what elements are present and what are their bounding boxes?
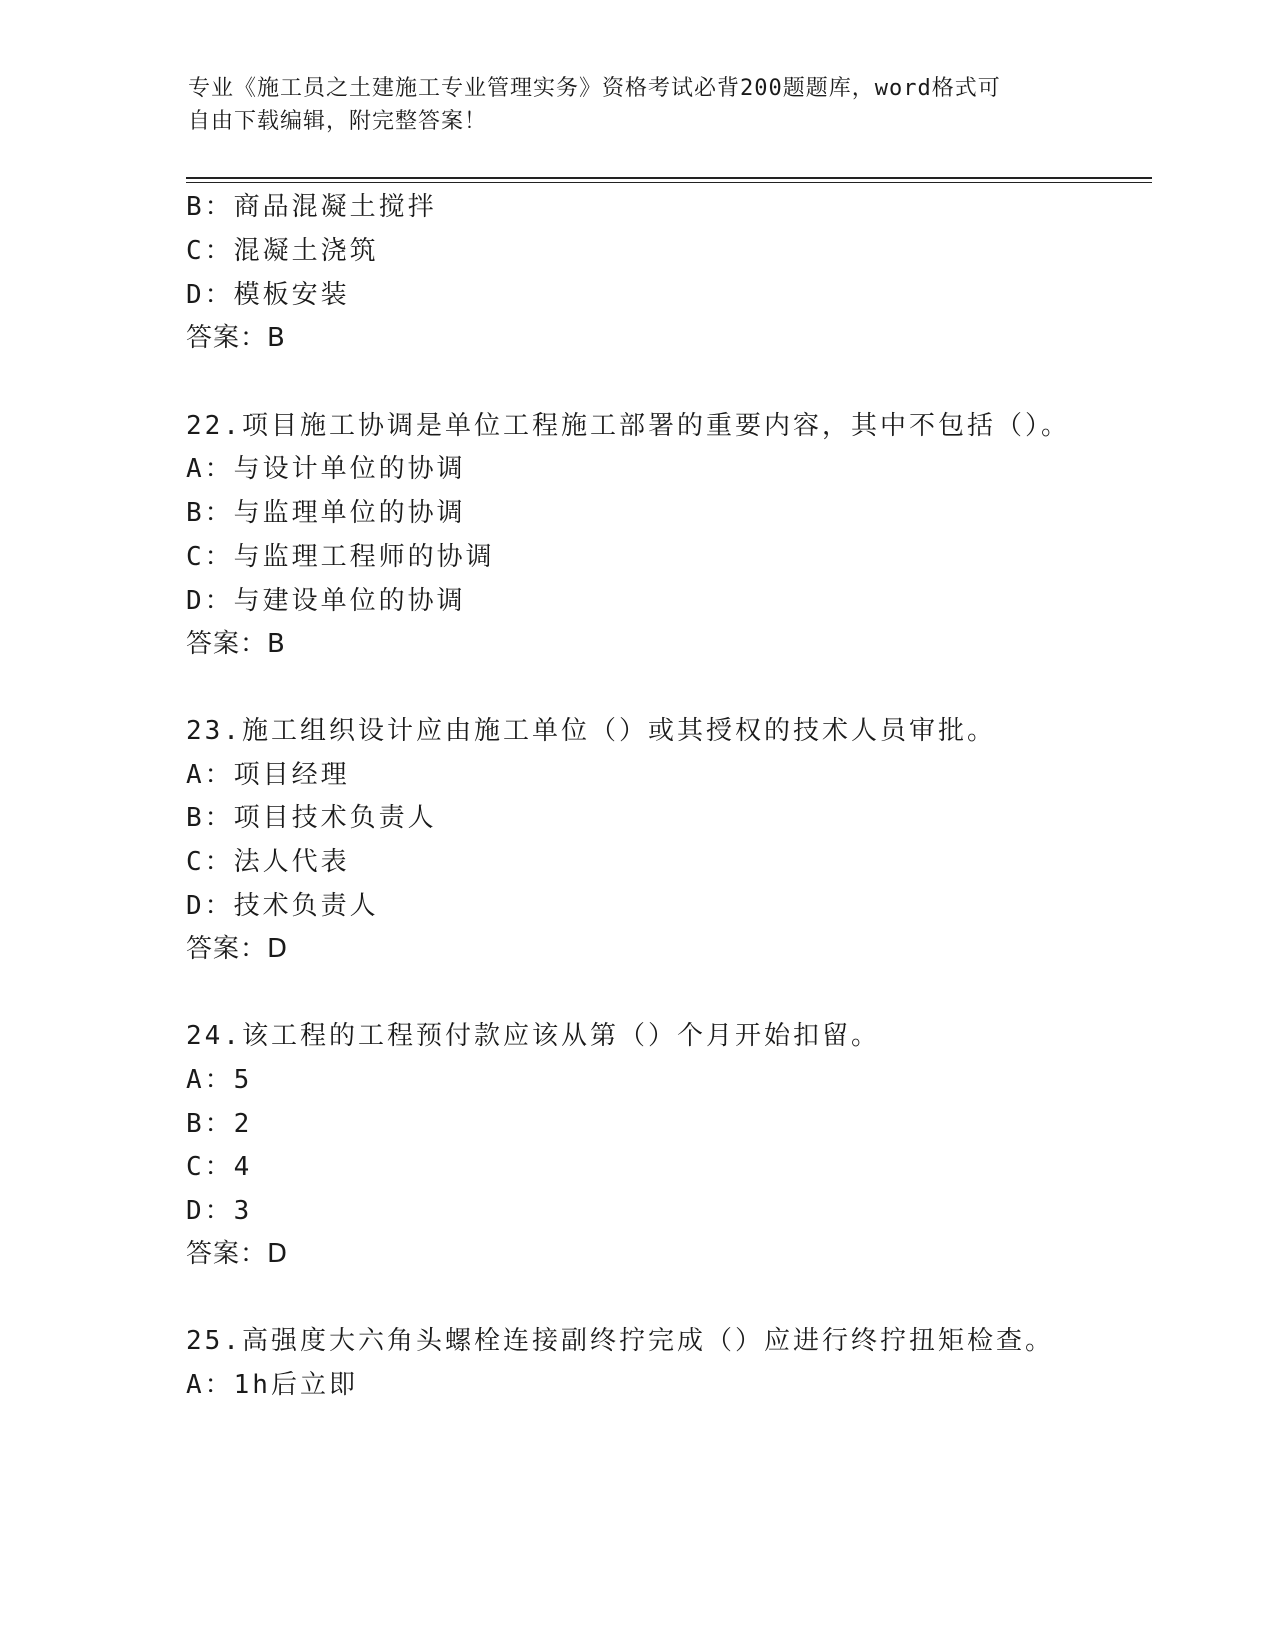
q23-option-b: B：项目技术负责人 (186, 803, 437, 833)
document-header (188, 72, 1088, 138)
q22-answer: 答案：B (186, 629, 286, 659)
q24-option-a: A：5 (186, 1065, 253, 1095)
header-divider-thick (186, 177, 1152, 179)
q23-answer: 答案：D (186, 934, 289, 964)
q24-option-b: B：2 (186, 1109, 253, 1139)
q21-answer: 答案：B (186, 323, 286, 353)
q24-option-d: D：3 (186, 1196, 253, 1226)
q25-option-a: A：1h后立即 (186, 1370, 358, 1400)
q23-stem: 23.施工组织设计应由施工单位（）或其授权的技术人员审批。 (186, 716, 996, 746)
q24-stem: 24.该工程的工程预付款应该从第（）个月开始扣留。 (186, 1021, 880, 1051)
q22-stem: 22.项目施工协调是单位工程施工部署的重要内容，其中不包括（）。 (186, 411, 1070, 441)
q25-stem: 25.高强度大六角头螺栓连接副终拧完成（）应进行终拧扭矩检查。 (186, 1326, 1054, 1356)
q24-option-c: C：4 (186, 1152, 253, 1182)
q22-option-b: B：与监理单位的协调 (186, 498, 466, 528)
q21-option-b: B：商品混凝土搅拌 (186, 192, 437, 222)
q22-option-c: C：与监理工程师的协调 (186, 542, 495, 572)
q22-option-a: A：与设计单位的协调 (186, 454, 466, 484)
q23-option-a: A：项目经理 (186, 760, 350, 790)
q21-option-c: C：混凝土浇筑 (186, 236, 379, 266)
q23-option-d: D：技术负责人 (186, 891, 379, 921)
header-title-line-1: 专业《施工员之土建施工专业管理实务》资格考试必背200题题库，word格式可 (188, 76, 1001, 101)
q23-option-c: C：法人代表 (186, 847, 350, 877)
q24-answer: 答案：D (186, 1239, 289, 1269)
header-divider-thin (186, 182, 1152, 183)
header-title-line-2: 自由下载编辑，附完整答案！ (188, 109, 488, 134)
q22-option-d: D：与建设单位的协调 (186, 586, 466, 616)
q21-option-d: D：模板安装 (186, 280, 350, 310)
